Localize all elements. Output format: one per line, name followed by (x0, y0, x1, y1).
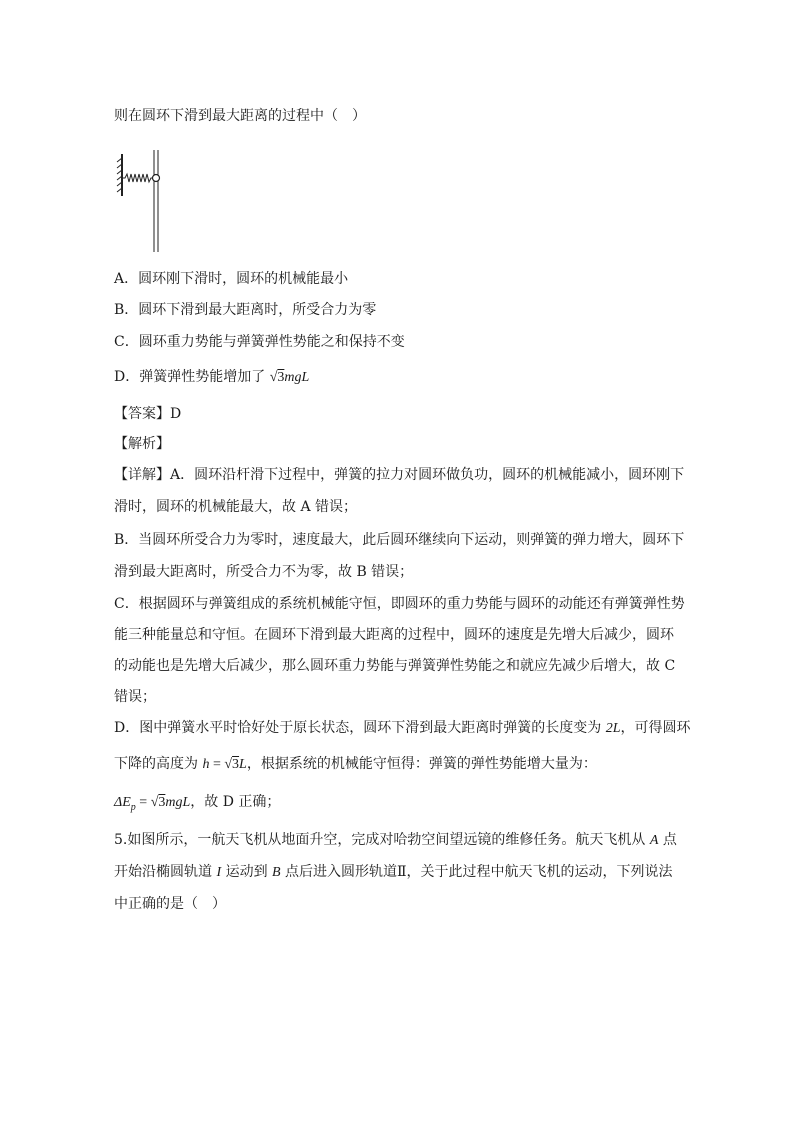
option-c: C．圆环重力势能与弹簧弹性势能之和保持不变 (114, 334, 405, 350)
detail-c-line3: 的动能也是先增大后减少，那么圆环重力势能与弹簧弹性势能之和就应先减少后增大，故 C (114, 658, 676, 674)
question-tail: 则在圆环下滑到最大距离的过程中（ ） (114, 108, 366, 124)
q5-line3: 中正确的是（ ） (114, 896, 226, 912)
option-d-text: D．弹簧弹性势能增加了 (114, 369, 266, 385)
energy-formula: $\Delta E_p = √3mgL$ (114, 795, 191, 813)
detail-a-line1: 【详解】A．圆环沿杆滑下过程中，弹簧的拉力对圆环做负功，圆环的机械能减小，圆环刚下 (114, 467, 685, 483)
detail-c-line1: C．根据圆环与弹簧组成的系统机械能守恒，即圆环的重力势能与圆环的动能还有弹簧弹性势 (114, 596, 685, 612)
detail-c-line2: 能三种能量总和守恒。在圆环下滑到最大距离的过程中，圆环的速度是先增大后减少，圆环 (114, 627, 674, 643)
detail-b-line2: 滑到最大距离时，所受合力不为零，故 B 错误； (114, 564, 414, 580)
detail-d-line1: D．图中弹簧水平时恰好处于原长状态，圆环下滑到最大距离时弹簧的长度变为 2L，可得圆环 (114, 720, 691, 736)
length-2l: 2L (605, 721, 621, 736)
q5-line1: 5.如图所示，一航天飞机从地面升空，完成对哈勃空间望远镜的维修任务。航天飞机从 A 点 (114, 832, 677, 848)
answer-label: 【答案】D (114, 406, 182, 422)
analysis-label: 【解析】 (114, 436, 170, 452)
option-b: B．圆环下滑到最大距离时，所受合力为零 (114, 302, 377, 318)
option-a: A．圆环刚下滑时，圆环的机械能最小 (114, 271, 349, 287)
q5-line2: 开始沿椭圆轨道 I 运动到 B 点后进入圆形轨道Ⅱ，关于此过程中航天飞机的运动，下列说法 (114, 864, 673, 880)
detail-d-line2: 下降的高度为 h = √3L，根据系统的机械能守恒得：弹簧的弹性势能增大量为： (114, 756, 597, 772)
ring (153, 175, 160, 182)
height-formula: h = √3L (202, 757, 247, 772)
detail-a-line2: 滑时，圆环的机械能最大，故 A 错误； (114, 499, 358, 515)
option-d-formula: √3mgL (269, 370, 310, 385)
detail-b-line1: B．当圆环所受合力为零时，速度最大，此后圆环继续向下运动，则弹簧的弹力增大，圆环下 (114, 532, 685, 548)
spring-ring-rod-figure (114, 148, 164, 254)
option-d (114, 367, 309, 388)
detail-c-line4: 错误； (114, 689, 156, 705)
detail-d-line3: $\Delta E_p = √3mgL$，故 D 正确； (114, 794, 281, 813)
spring (122, 174, 154, 182)
